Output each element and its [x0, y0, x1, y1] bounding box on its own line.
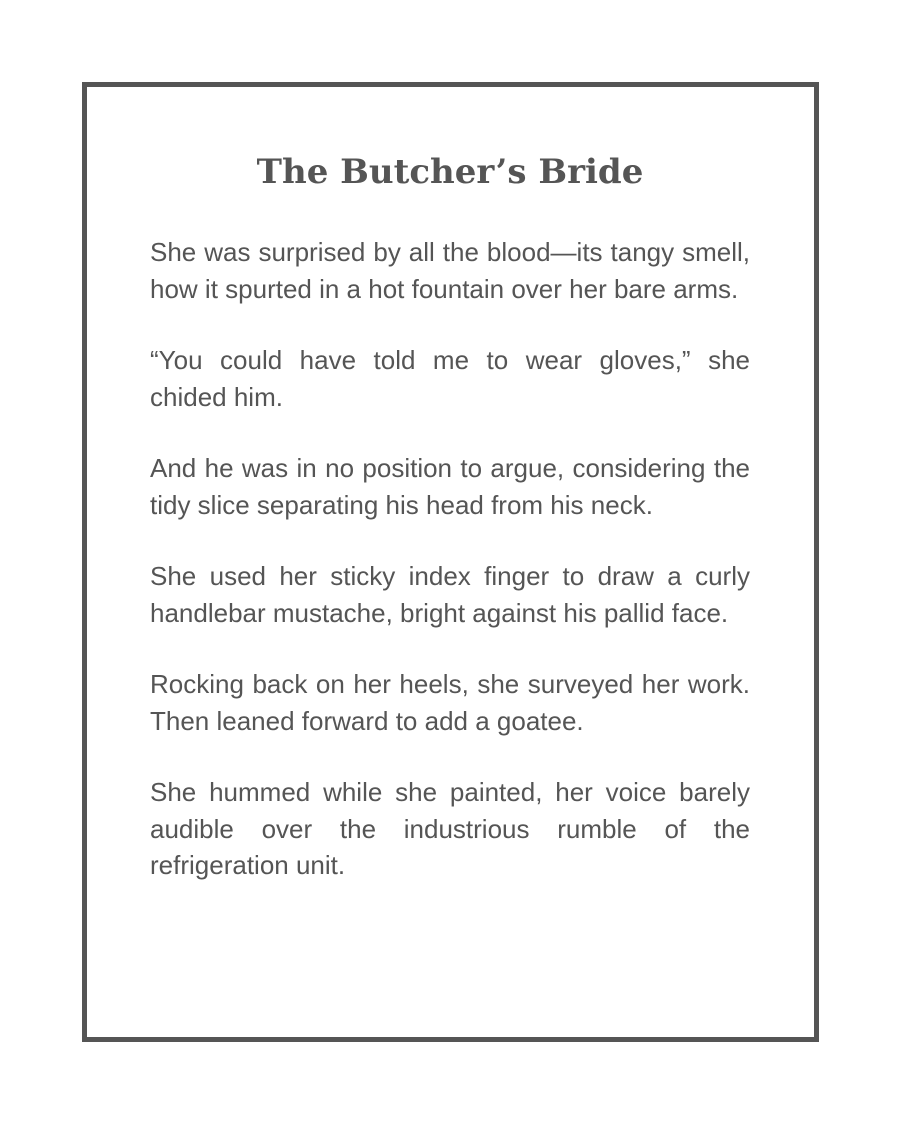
story-paragraph-6: She hummed while she painted, her voice barely audible over the industrious rumble of the refrigeration unit. — [150, 777, 750, 880]
story-paragraph-2: “You could have told me to wear gloves,” she chided him. — [150, 345, 750, 412]
story-paragraph-1: She was surprised by all the blood—its tangy smell, how it spurted in a hot fountain over her bare arms. — [150, 237, 750, 304]
story-title: The Butcher’s Bride — [256, 152, 644, 192]
story-paragraph-4: She used her sticky index finger to draw a curly handlebar mustache, bright against his pallid face. — [150, 561, 750, 628]
story-body — [150, 234, 750, 919]
story-paragraph-3: And he was in no position to argue, considering the tidy slice separating his head from his neck. — [150, 453, 750, 520]
story-paragraph-5: Rocking back on her heels, she surveyed her work. Then leaned forward to add a goatee. — [150, 669, 750, 736]
